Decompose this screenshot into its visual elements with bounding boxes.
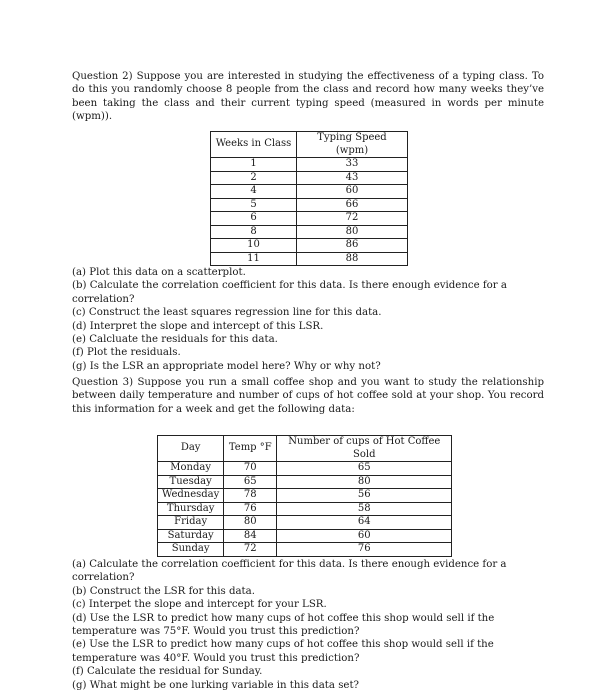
speed-cell: 43 <box>297 171 408 185</box>
speed-cell: 86 <box>297 239 408 253</box>
table-row <box>211 212 408 226</box>
cups-cell: 60 <box>277 529 452 543</box>
coffee-sales-table <box>157 435 452 557</box>
table-row <box>211 158 408 172</box>
weeks-cell: 11 <box>211 252 297 266</box>
temp-cell: 76 <box>224 502 277 516</box>
table-row <box>211 171 408 185</box>
list-item: (b) Construct the LSR for this data. <box>72 585 255 597</box>
list-item: (b) Calculate the correlation coefficient for this data. Is there enough evidence for a correlation? <box>72 280 507 305</box>
weeks-cell: 6 <box>211 212 297 226</box>
list-item: (c) Interpet the slope and intercept for your LSR. <box>72 599 327 611</box>
column-header-temp: Temp °F <box>224 436 277 462</box>
day-cell: Monday <box>158 462 224 476</box>
weeks-cell: 4 <box>211 185 297 199</box>
day-cell: Tuesday <box>158 475 224 489</box>
list-item: (a) Plot this data on a scatterplot. <box>72 267 246 278</box>
column-header-weeks: Weeks in Class <box>211 132 297 158</box>
table-row <box>158 516 452 530</box>
weeks-cell: 1 <box>211 158 297 172</box>
table-header-row <box>211 132 408 158</box>
column-header-typing-speed: Typing Speed (wpm) <box>297 132 408 158</box>
table-row <box>211 185 408 199</box>
table-row <box>158 502 452 516</box>
question-2-parts <box>72 266 544 373</box>
list-item: (e) Use the LSR to predict how many cups of hot coffee this shop would sell if the temperature was 40°F. Would you trust this prediction? <box>72 639 494 664</box>
table-row <box>211 198 408 212</box>
speed-cell: 80 <box>297 225 408 239</box>
temp-cell: 80 <box>224 516 277 530</box>
table-row <box>211 225 408 239</box>
list-item: (e) Calcluate the residuals for this data. <box>72 334 278 346</box>
typing-speed-table <box>210 131 408 266</box>
speed-cell: 88 <box>297 252 408 266</box>
list-item: (g) What might be one lurking variable in this data set? <box>72 679 360 691</box>
day-cell: Wednesday <box>158 489 224 503</box>
temp-cell: 72 <box>224 543 277 557</box>
day-cell: Friday <box>158 516 224 530</box>
day-cell: Saturday <box>158 529 224 543</box>
cups-cell: 65 <box>277 462 452 476</box>
list-item: (c) Construct the least squares regression line for this data. <box>72 307 382 319</box>
cups-cell: 76 <box>277 543 452 557</box>
cups-cell: 58 <box>277 502 452 516</box>
table-row <box>158 475 452 489</box>
table-row <box>158 489 452 503</box>
question-3-parts <box>72 558 544 692</box>
temp-cell: 78 <box>224 489 277 503</box>
table-row <box>211 252 408 266</box>
day-cell: Sunday <box>158 543 224 557</box>
cups-cell: 56 <box>277 489 452 503</box>
weeks-cell: 10 <box>211 239 297 253</box>
temp-cell: 84 <box>224 529 277 543</box>
list-item: (a) Calculate the correlation coefficient for this data. Is there enough evidence for a correlation? <box>72 559 507 584</box>
table-row <box>158 462 452 476</box>
speed-cell: 33 <box>297 158 408 172</box>
speed-cell: 66 <box>297 198 408 212</box>
weeks-cell: 8 <box>211 225 297 239</box>
list-item: (d) Use the LSR to predict how many cups of hot coffee this shop would sell if the temperature was 75°F. Would you trust this prediction? <box>72 612 495 638</box>
column-header-day: Day <box>158 436 224 462</box>
list-item: (f) Plot the residuals. <box>72 347 181 359</box>
temp-cell: 70 <box>224 462 277 476</box>
temp-cell: 65 <box>224 475 277 489</box>
list-item: (d) Interpret the slope and intercept of this LSR. <box>72 320 324 332</box>
table-header-row <box>158 436 452 462</box>
cups-cell: 80 <box>277 475 452 489</box>
table-row <box>158 529 452 543</box>
speed-cell: 72 <box>297 212 408 226</box>
cups-cell: 64 <box>277 516 452 530</box>
day-cell: Thursday <box>158 502 224 516</box>
weeks-cell: 5 <box>211 198 297 212</box>
list-item: (g) Is the LSR an appropriate model here? Why or why not? <box>72 360 381 372</box>
table-row <box>211 239 408 253</box>
question-3-intro: Question 3) Suppose you run a small coffee shop and you want to study the relationship between daily temperature and number of cups of hot coffee sold at your shop. You record this information for a week and get the following data: <box>72 377 544 415</box>
question-2-intro: Question 2) Suppose you are interested in studying the effectiveness of a typing class. To do this you randomly choose 8 people from the class and record how many weeks they’ve been taking the class and their current typing speed (measured in words per minute (wpm)). <box>72 71 544 123</box>
column-header-cups-sold: Number of cups of Hot Coffee Sold <box>277 436 452 462</box>
list-item: (f) Calculate the residual for Sunday. <box>72 666 263 678</box>
speed-cell: 60 <box>297 185 408 199</box>
table-row <box>158 543 452 557</box>
weeks-cell: 2 <box>211 171 297 185</box>
